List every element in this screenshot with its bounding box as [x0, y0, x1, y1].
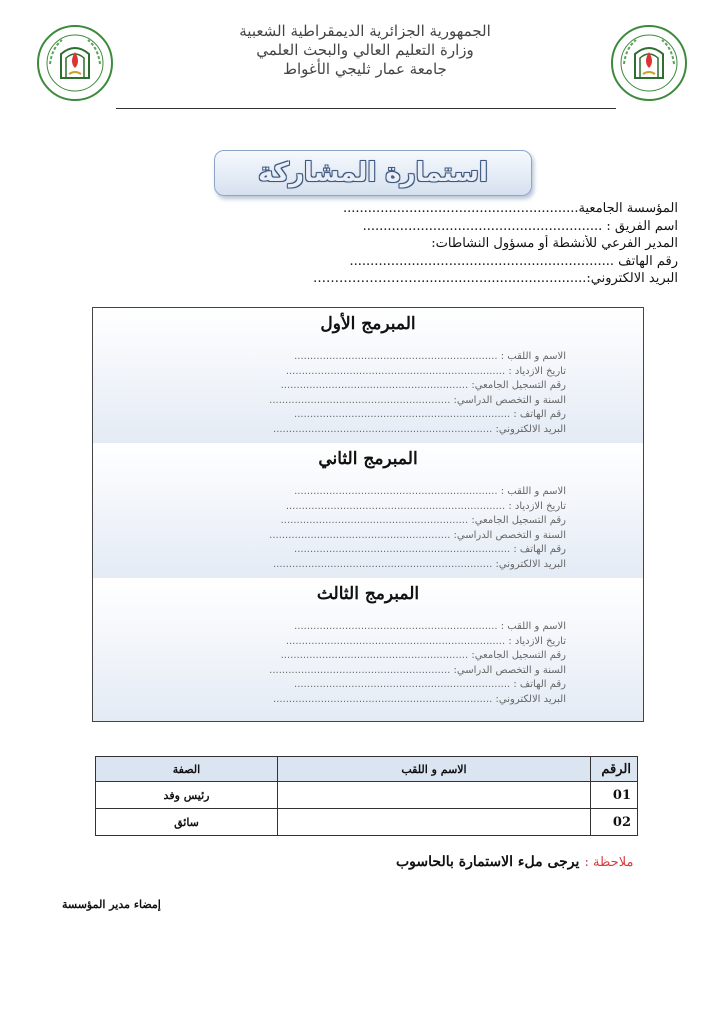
field-year-specialty[interactable]: السنة و التخصص الدراسي: .........................................................: [269, 529, 566, 541]
field-team-name[interactable]: اسم الفريق : ..........................................................: [362, 218, 678, 234]
field-full-name[interactable]: الاسم و اللقب : ................................................................: [294, 351, 566, 362]
note-text: يرجى ملء الاستمارة بالحاسوب: [396, 854, 580, 870]
header-republic: الجمهورية الجزائرية الديمقراطية الشعبية: [239, 22, 491, 40]
header-number: الرقم: [591, 757, 638, 782]
field-phone[interactable]: رقم الهاتف ................................................................: [349, 253, 678, 269]
field-registration-number[interactable]: رقم التسجيل الجامعي: ...........................................................: [280, 650, 566, 661]
programmer-section-2: [93, 443, 643, 579]
field-phone[interactable]: رقم الهاتف : ....................................................................: [294, 544, 566, 555]
university-logo-left: [36, 24, 114, 102]
cell-full-name[interactable]: [278, 782, 591, 809]
field-email[interactable]: البريد الالكتروني: .....................................................................: [273, 423, 566, 435]
header-divider: [116, 108, 616, 109]
university-logo-right: [610, 24, 688, 102]
programmer-fields: [206, 485, 566, 572]
field-phone[interactable]: رقم الهاتف : ....................................................................: [294, 679, 566, 690]
form-title-box: [214, 150, 532, 196]
cell-full-name[interactable]: [278, 809, 591, 836]
field-year-specialty[interactable]: السنة و التخصص الدراسي: .........................................................: [269, 664, 566, 676]
note-label: ملاحظة :: [584, 855, 634, 870]
programmer-fields: [206, 350, 566, 437]
programmer-title: المبرمج الأول: [320, 314, 416, 334]
cell-role: سائق: [96, 809, 278, 836]
cell-number: 02: [591, 809, 638, 836]
header-university: جامعة عمار ثليجي الأغواط: [283, 60, 447, 78]
field-registration-number[interactable]: رقم التسجيل الجامعي: ...........................................................: [280, 380, 566, 391]
field-full-name[interactable]: الاسم و اللقب : ................................................................: [294, 486, 566, 497]
field-email[interactable]: البريد الالكتروني:.........................................‪……………………: [312, 271, 678, 286]
staff-table: [95, 756, 638, 836]
cell-number: 01: [591, 782, 638, 809]
field-institution[interactable]: المؤسسة الجامعية.........................................................: [343, 201, 678, 216]
field-email[interactable]: البريد الالكتروني: .....................................................................: [273, 558, 566, 570]
field-birth-date[interactable]: تاريخ الازدياد : .....................................................................: [285, 365, 566, 377]
programmers-box: [92, 307, 644, 722]
note: [396, 851, 633, 870]
programmer-fields: [206, 620, 566, 707]
field-activities-director[interactable]: المدير الفرعي للأنشطة أو مسؤول النشاطات:: [431, 236, 678, 251]
table-header-row: [96, 757, 638, 782]
header-role: الصفة: [96, 757, 278, 782]
field-birth-date[interactable]: تاريخ الازدياد : .....................................................................: [285, 500, 566, 512]
field-registration-number[interactable]: رقم التسجيل الجامعي: ...........................................................: [280, 515, 566, 526]
programmer-section-3: [93, 578, 643, 721]
field-email[interactable]: البريد الالكتروني: .....................................................................: [273, 693, 566, 705]
header-full-name: الاسم و اللقب: [278, 757, 591, 782]
table-row: [96, 782, 638, 809]
field-birth-date[interactable]: تاريخ الازدياد : .....................................................................: [285, 635, 566, 647]
programmer-title: المبرمج الثالث: [316, 584, 420, 604]
programmer-section-1: [93, 308, 643, 444]
programmer-title: المبرمج الثاني: [318, 449, 418, 469]
field-full-name[interactable]: الاسم و اللقب : ................................................................: [294, 621, 566, 632]
header-ministry: وزارة التعليم العالي والبحث العلمي: [256, 41, 474, 59]
table-row: [96, 809, 638, 836]
field-phone[interactable]: رقم الهاتف : ....................................................................: [294, 409, 566, 420]
institution-info: [258, 200, 678, 288]
field-year-specialty[interactable]: السنة و التخصص الدراسي: .........................................................: [269, 394, 566, 406]
document-header: [180, 22, 550, 79]
form-title: استمارة المشاركة: [258, 158, 488, 188]
cell-role: رئيس وفد: [96, 782, 278, 809]
director-signature-label: إمضاء مدير المؤسسة: [62, 898, 161, 911]
